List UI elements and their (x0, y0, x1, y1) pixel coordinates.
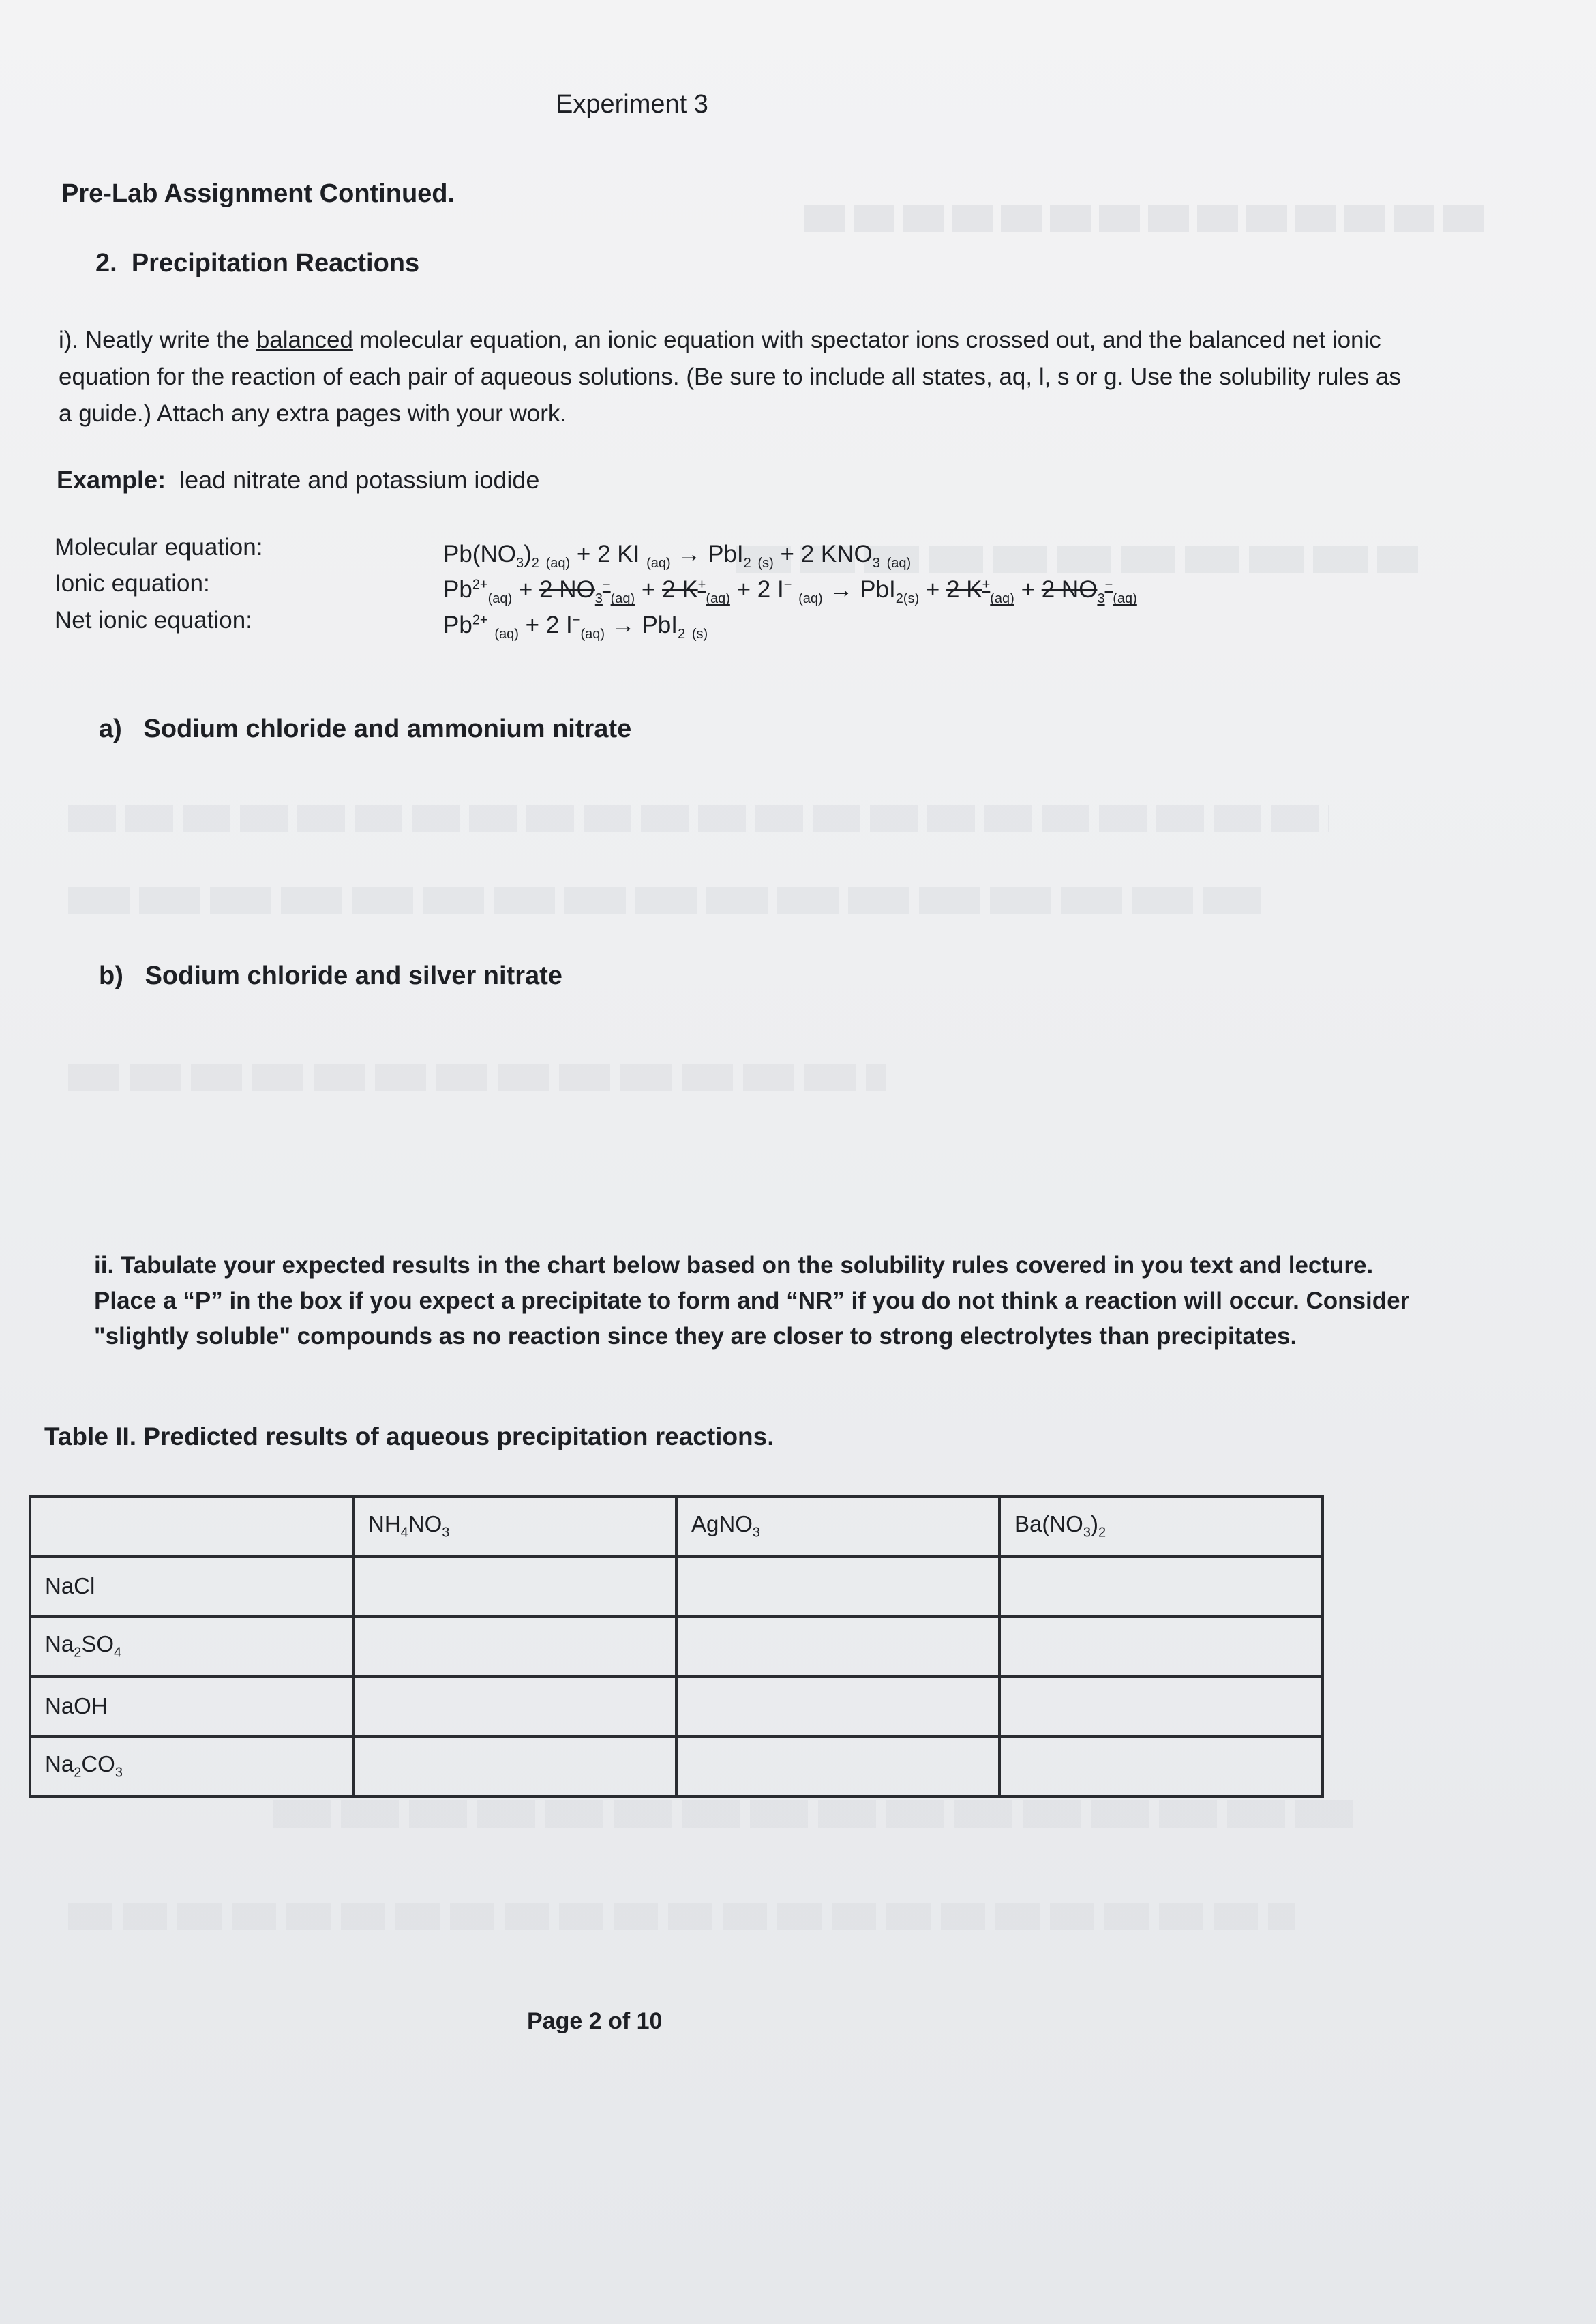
row-label-na2so4: $Na_2SO_4$ (30, 1616, 353, 1676)
results-table (29, 1495, 1324, 1798)
header-cell-agno3: AgNO$_3$ (676, 1496, 999, 1556)
page-number: Page 2 of 10 (527, 2008, 663, 2034)
question-a-label: a) (99, 715, 122, 743)
example-text: lead nitrate and potassium iodide (179, 466, 540, 494)
answer-cell[interactable] (999, 1616, 1323, 1676)
bleed-through-text (68, 887, 1261, 914)
instructions-rest: molecular equation, an ionic equation with spectator ions crossed out, and the balanced net ionic equation for the reaction of each pair of aqueous solutions. (Be sure to include all states, aq, l, s or g. Use the solubility rules as a guide.) Attach any extra pages with your work. (59, 327, 1401, 427)
tabulate-label: ii. (94, 1252, 115, 1279)
section-title-text: Precipitation Reactions (131, 249, 420, 278)
instructions-lead: Neatly write the (78, 327, 256, 353)
table-row (30, 1736, 1323, 1796)
row-label-nacl: NaCl (30, 1556, 353, 1616)
answer-cell[interactable] (353, 1556, 676, 1616)
answer-cell[interactable] (353, 1616, 676, 1676)
table-row (30, 1616, 1323, 1676)
bleed-through-text (273, 1800, 1364, 1828)
header-cell-empty (30, 1496, 353, 1556)
table-row (30, 1676, 1323, 1736)
answer-cell[interactable] (676, 1736, 999, 1796)
bleed-through-text (804, 205, 1486, 232)
instructions-label: i). (59, 327, 79, 353)
question-b (99, 962, 562, 991)
question-a (99, 715, 631, 744)
bleed-through-text (68, 1064, 886, 1091)
header-cell-bano32: $Ba(NO_3)_2$ (999, 1496, 1323, 1556)
answer-cell[interactable] (353, 1736, 676, 1796)
answer-cell[interactable] (353, 1676, 676, 1736)
table-row (30, 1556, 1323, 1616)
instructions-paragraph (59, 322, 1409, 432)
answer-cell[interactable] (676, 1676, 999, 1736)
bleed-through-text (68, 805, 1329, 832)
net-ionic-label: Net ionic equation: (55, 607, 252, 634)
ionic-equation: $Pb^{2+}_{(aq)} + 2$ $NO_3^-_{(aq)} + 2$ $K^+_{(aq)} + 2$ I− $_{(aq)}$ → PbI$_{2(s)}$ + 2 $K^+_{(aq)} + 2$ $NO_3^-_{(aq)}$ (443, 576, 1137, 606)
bleed-through-text (68, 1903, 1295, 1930)
question-b-text: Sodium chloride and silver nitrate (145, 962, 562, 990)
answer-cell[interactable] (999, 1736, 1323, 1796)
net-ionic-equation: $Pb^{2+}$ $_{(aq)}$ + 2 $I^-_{(aq)} \to PbI_2$ $_{(s)}$ (443, 612, 708, 642)
table-header-row (30, 1496, 1323, 1556)
instructions-underlined: balanced (256, 327, 353, 353)
ionic-label: Ionic equation: (55, 570, 210, 597)
example-line (57, 466, 539, 494)
section-number: 2. (95, 249, 117, 278)
molecular-label: Molecular equation: (55, 534, 263, 561)
row-label-na2co3: $Na_2CO_3$ (30, 1736, 353, 1796)
tabulate-paragraph (94, 1248, 1410, 1354)
page-title: Experiment 3 (556, 90, 708, 119)
answer-cell[interactable] (999, 1556, 1323, 1616)
answer-cell[interactable] (676, 1616, 999, 1676)
tabulate-text: Tabulate your expected results in the chart below based on the solubility rules covered in you text and lecture. Place a “P” in the box if you expect a precipitate to form and “NR” if you do not think a reaction will occur. Consider "slightly soluble" compounds as no reaction since they are closer to strong electrolytes than precipitates. (94, 1252, 1410, 1350)
question-a-text: Sodium chloride and ammonium nitrate (143, 715, 632, 743)
molecular-equation: $Pb(NO_3)_2$ $_{(aq)}$ + 2 KI $_{(aq)}$ → PbI$_2$ $_{(s)}$ + 2 $KNO_3$ $_{(aq)}$ (443, 541, 912, 571)
example-label: Example: (57, 466, 166, 494)
header-cell-nh4no3: $NH_4NO_3$ (353, 1496, 676, 1556)
row-label-naoh: NaOH (30, 1676, 353, 1736)
table-caption: Table II. Predicted results of aqueous precipitation reactions. (44, 1422, 774, 1450)
answer-cell[interactable] (676, 1556, 999, 1616)
section-heading: Pre-Lab Assignment Continued. (61, 179, 455, 208)
question-b-label: b) (99, 962, 123, 990)
section-title (95, 249, 419, 278)
answer-cell[interactable] (999, 1676, 1323, 1736)
